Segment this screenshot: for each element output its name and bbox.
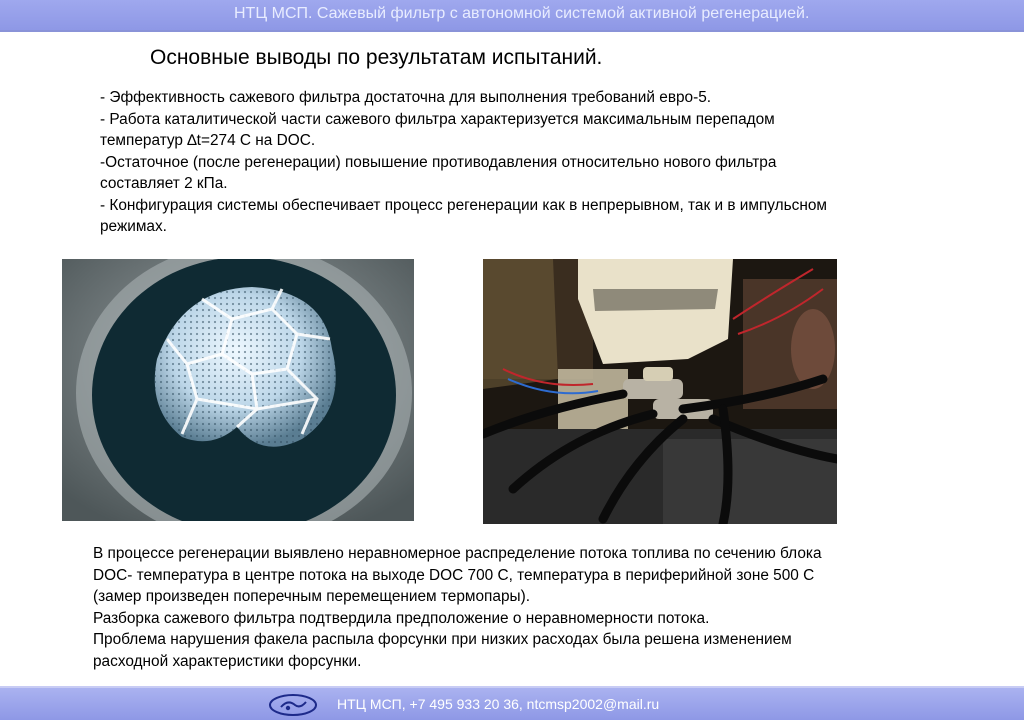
findings-paragraph: В процессе регенерации выявлено неравномерное распределение потока топлива по сечению блока DOC- температура в центре потока на выходе DOC 700 С, температура в периферийной зоне 500 С (замер произведен поперечным перемещением термопары). xyxy=(93,545,822,605)
footer-contact: НТЦ МСП, +7 495 933 20 36, ntcmsp2002@mail.ru xyxy=(337,696,660,712)
conclusion-item: - Эффективность сажевого фильтра достаточна для выполнения требований евро-5. xyxy=(100,89,712,106)
slide-title: Основные выводы по результатам испытаний. xyxy=(150,46,603,69)
regeneration-findings xyxy=(93,543,853,672)
header-title: НТЦ МСП. Сажевый фильтр с автономной системой активной регенерацией. xyxy=(234,5,810,22)
company-logo-icon xyxy=(268,693,318,717)
conclusion-item: - Работа каталитической части сажевого фильтра характеризуется максимальным перепадом температур ∆t=274 С на DOC. xyxy=(100,110,775,149)
findings-paragraph: Проблема нарушения факела распыла форсунки при низких расходах была решена изменением расходной характеристики форсунки. xyxy=(93,631,792,670)
header-bar xyxy=(0,0,1024,32)
conclusions-list xyxy=(100,87,830,238)
conclusion-item: - Конфигурация системы обеспечивает процесс регенерации как в непрерывном, так и в импульсном режимах. xyxy=(100,196,828,235)
findings-paragraph: Разборка сажевого фильтра подтвердила предположение о неравномерности потока. xyxy=(93,609,710,627)
conclusion-item: -Остаточное (после регенерации) повышение противодавления относительно нового фильтра составляет 2 кПа. xyxy=(100,153,777,192)
test-bench-photo xyxy=(483,259,837,524)
footer-bar xyxy=(0,686,1024,720)
soot-filter-photo xyxy=(62,259,414,521)
